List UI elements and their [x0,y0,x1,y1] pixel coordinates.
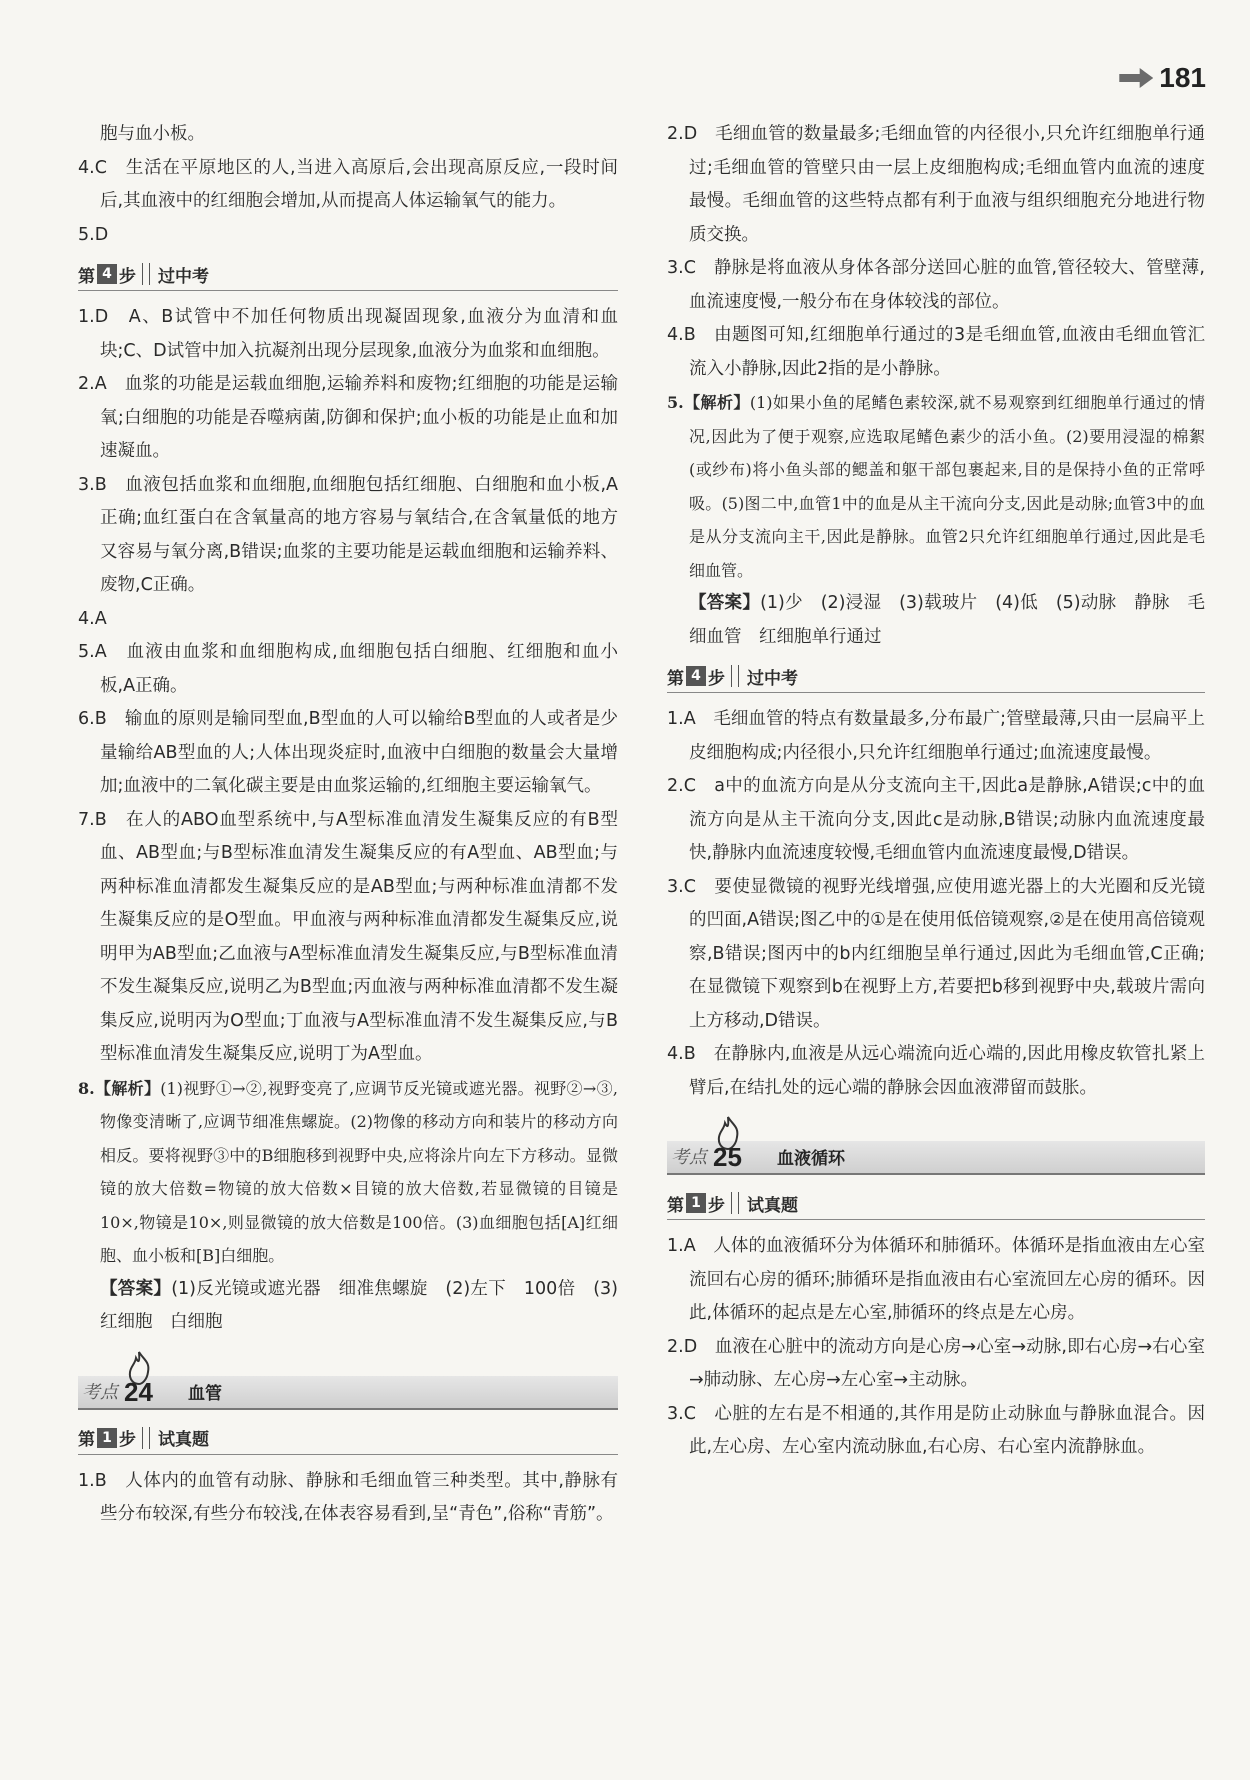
answer-label: 【答案】 [689,593,761,613]
item-label: 3.B [78,474,107,495]
item-label: 1.B [78,1470,107,1491]
kaodian-title: 血液循环 [777,1149,845,1169]
answer-item [667,1398,1205,1465]
item-label: 5.A [78,642,107,662]
item-text: 人体的血液循环分为体循环和肺循环。体循环是指血液由左心室流回右心房的循环;肺循环是指血液由右心室流回左心房的循环。因此,体循环的起点是左心室,肺循环的终点是左心房。 [689,1236,1206,1323]
step-divider [731,1192,739,1214]
item-text: 在静脉内,血液是从远心端流向近心端的,因此用橡皮软管扎紧上臂后,在结扎处的远心端的静脉会因血液滞留而鼓胀。 [689,1044,1206,1098]
step-title: 试真题 [158,1430,209,1450]
kaodian-title: 血管 [188,1383,222,1404]
kaodian-band [78,1376,618,1410]
step-bu: 步 [119,1430,136,1450]
answer-text: (1)反光镜或遮光器 细准焦螺旋 (2)左下 100倍 (3)红细胞 白细胞 [100,1278,618,1332]
answer-item [78,368,618,469]
page-number-value: 181 [1159,62,1206,93]
kaodian-number: 24 [124,1376,153,1407]
item-label: 2.D [667,124,698,144]
step-bu: 步 [119,266,136,287]
answer-item [667,703,1205,770]
item-text: 在人的ABO血型系统中,与A型标准血清发生凝集反应的有B型血、AB型血;与B型标准血清发生凝集反应的有A型血、AB型血;与两种标准血清都发生凝集反应的是AB型血;与两种标准血清都不发生凝集反应的是O型血。甲血液与两种标准血清都发生凝集反应,说明甲为AB型血;乙血液与A型标准血清发生凝集反应,与B型标准血清不发生凝集反应,说明乙为B型血;丙血液与两种标准血清都不发生凝集反应,说明丙为O型血;丁血液与A型标准血清不发生凝集反应,与B型标准血清发生凝集反应,说明丁为A型血。 [100,809,619,1064]
kaodian-number: 25 [713,1142,742,1172]
step-number: 1 [97,1428,117,1448]
step-header [667,662,1205,693]
item-label: 6.B [78,709,107,729]
solution-item [667,386,1205,587]
step-title: 试真题 [747,1195,798,1216]
item-text: 毛细血管的数量最多;毛细血管的内径很小,只允许红细胞单行通过;毛细血管的管壁只由一层上皮细胞构成;毛细血管内血流的速度最慢。毛细血管的这些特点都有利于血液与组织细胞充分地进行物质交换。 [689,124,1206,245]
answer-item [78,603,618,637]
step-di: 第 [667,1195,684,1216]
answer-item [667,252,1205,319]
item-label: 2.A [78,374,107,394]
item-text: 输血的原则是输同型血,B型血的人可以输给B型血的人或者是少量输给AB型血的人;人体出现炎症时,血液中白细胞的数量会大量增加;血液中的二氧化碳主要是由血浆运输的,红细胞主要运输氧气。 [100,709,618,796]
item-label: 4.A [78,608,107,629]
item-label: 1.A [667,1236,696,1256]
item-text: A、B试管中不加任何物质出现凝固现象,血液分为血清和血块;C、D试管中加入抗凝剂出现分层现象,血液分为血浆和血细胞。 [100,307,618,361]
answer-line [78,1273,618,1340]
kaodian-header [78,1346,618,1416]
item-text: 心脏的左右是不相通的,其作用是防止动脉血与静脉血混合。因此,左心房、左心室内流动脉血,右心房、右心室内流静脉血。 [689,1403,1206,1457]
answer-item [78,219,618,253]
answer-item [667,770,1205,871]
kaodian-header [667,1111,1205,1181]
item-label: 1.A [667,709,696,729]
item-text: 由题图可知,红细胞单行通过的3是毛细血管,血液由毛细血管汇流入小静脉,因此2指的是小静脉。 [689,325,1205,379]
step-header [667,1189,1205,1220]
kaodian-label: 考点 [82,1381,118,1403]
step-divider [731,665,739,687]
step-divider [142,263,150,285]
step-header [78,260,618,291]
item-text: 人体内的血管有动脉、静脉和毛细血管三种类型。其中,静脉有些分布较深,有些分布较浅,在体表容易看到,呈“青色”,俗称“青筋”。 [100,1470,619,1524]
answer-item [78,636,618,703]
item-label: 5.D [78,224,109,245]
item-label: 4.B [667,1044,696,1064]
kaodian-label: 考点 [671,1147,707,1168]
item-label: 3.C [667,876,696,897]
answer-item [667,871,1205,1039]
item-text: 静脉是将血液从身体各部分送回心脏的血管,管径较大、管壁薄,血流速度慢,一般分布在身体较浅的部位。 [689,258,1205,312]
right-column [667,118,1205,1465]
answer-item [78,301,618,368]
arrow-icon [1119,68,1153,88]
step-header [78,1424,618,1455]
item-text: 血浆的功能是运载血细胞,运输养料和废物;红细胞的功能是运输氧;白细胞的功能是吞噬病菌,防御和保护;血小板的功能是止血和加速凝血。 [100,374,619,461]
item-label: 8.【解析】 [78,1078,161,1098]
left-column [78,118,618,1532]
answer-text: (1)少 (2)浸湿 (3)载玻片 (4)低 (5)动脉 静脉 毛细血管 红细胞单行通过 [689,593,1205,647]
item-label: 5.【解析】 [667,393,750,412]
step-divider [142,1427,150,1449]
step-title: 过中考 [747,668,798,689]
item-text: 血液包括血浆和血细胞,血细胞包括红细胞、白细胞和血小板,A正确;血红蛋白在含氧量高的地方容易与氧结合,在含氧量低的地方又容易与氧分离,B错误;血浆的主要功能是运载血细胞和运输养料、废物,C正确。 [100,474,618,595]
item-text: 毛细血管的特点有数量最多,分布最广;管壁最薄,只由一层扁平上皮细胞构成;内径很小,只允许红细胞单行通过;血流速度最慢。 [689,709,1205,763]
step-di: 第 [78,1430,95,1450]
item-text: 要使显微镜的视野光线增强,应使用遮光器上的大光圈和反光镜的凹面,A错误;图乙中的①是在使用低倍镜观察,②是在使用高倍镜观察,B错误;图丙中的b内红细胞呈单行通过,因此为毛细血管,C正确;在显微镜下观察到b在视野上方,若要把b移到视野中央,载玻片需向上方移动,D错误。 [689,876,1206,1031]
answer-item [667,1331,1205,1398]
item-label: 2.D [667,1336,698,1357]
item-label: 7.B [78,809,107,830]
continuation-text: 胞与血小板。 [100,124,205,144]
item-label: 3.C [667,1403,696,1424]
answer-item [667,1230,1205,1331]
answer-line [667,587,1205,654]
step-di: 第 [78,266,95,287]
item-text: 生活在平原地区的人,当进入高原后,会出现高原反应,一段时间后,其血液中的红细胞会增加,从而提高人体运输氧气的能力。 [100,157,619,211]
answer-label: 【答案】 [100,1278,172,1299]
page-number [1119,62,1206,94]
solution-text: (1)如果小鱼的尾鳍色素较深,就不易观察到红细胞单行通过的情况,因此为了便于观察,应选取尾鳍色素少的活小鱼。(2)要用浸湿的棉絮(或纱布)将小鱼头部的鳃盖和躯干部包裹起来,目的是保持小鱼的正常呼吸。(5)图二中,血管1中的血是从主干流向分支,因此是动脉;血管3中的血是从分支流向主干,因此是静脉。血管2只允许红细胞单行通过,因此是毛细血管。 [689,393,1205,580]
item-text: 血液在心脏中的流动方向是心房→心室→动脉,即右心房→右心室→肺动脉、左心房→左心室→主动脉。 [689,1336,1205,1390]
answer-item [78,469,618,603]
step-bu: 步 [708,1195,725,1216]
kaodian-band [667,1141,1205,1175]
item-text: 血液由血浆和血细胞构成,血细胞包括白细胞、红细胞和血小板,A正确。 [100,642,619,696]
step-number: 4 [686,666,706,686]
answer-item [78,804,618,1072]
step-number: 4 [97,264,117,284]
answer-item [78,1465,618,1532]
answer-item [667,1038,1205,1105]
solution-text: (1)视野①→②,视野变亮了,应调节反光镜或遮光器。视野②→③,物像变清晰了,应调节细准焦螺旋。(2)物像的移动方向和装片的移动方向相反。要将视野③中的B细胞移到视野中央,应将涂片向左下方移动。显微镜的放大倍数=物镜的放大倍数×目镜的放大倍数,若显微镜的目镜是10×,物镜是10×,则显微镜的放大倍数是100倍。(3)血细胞包括[A]红细胞、血小板和[B]白细胞。 [100,1078,618,1265]
item-label: 4.C [78,157,107,178]
answer-item [667,118,1205,252]
item-label: 1.D [78,307,109,327]
solution-item [78,1072,618,1273]
answer-item [667,319,1205,386]
step-di: 第 [667,668,684,689]
item-text: a中的血流方向是从分支流向主干,因此a是静脉,A错误;c中的血流方向是从主干流向分支,因此c是动脉,B错误;动脉内血流速度最快,静脉内血流速度较慢,毛细血管内血流速度最慢,D错误。 [689,776,1206,863]
answer-item [78,703,618,804]
answer-item [78,152,618,219]
item-label: 4.B [667,325,696,345]
step-number: 1 [686,1193,706,1213]
item-label: 2.C [667,776,696,796]
step-bu: 步 [708,668,725,689]
step-title: 过中考 [158,266,209,287]
item-label: 3.C [667,258,696,278]
